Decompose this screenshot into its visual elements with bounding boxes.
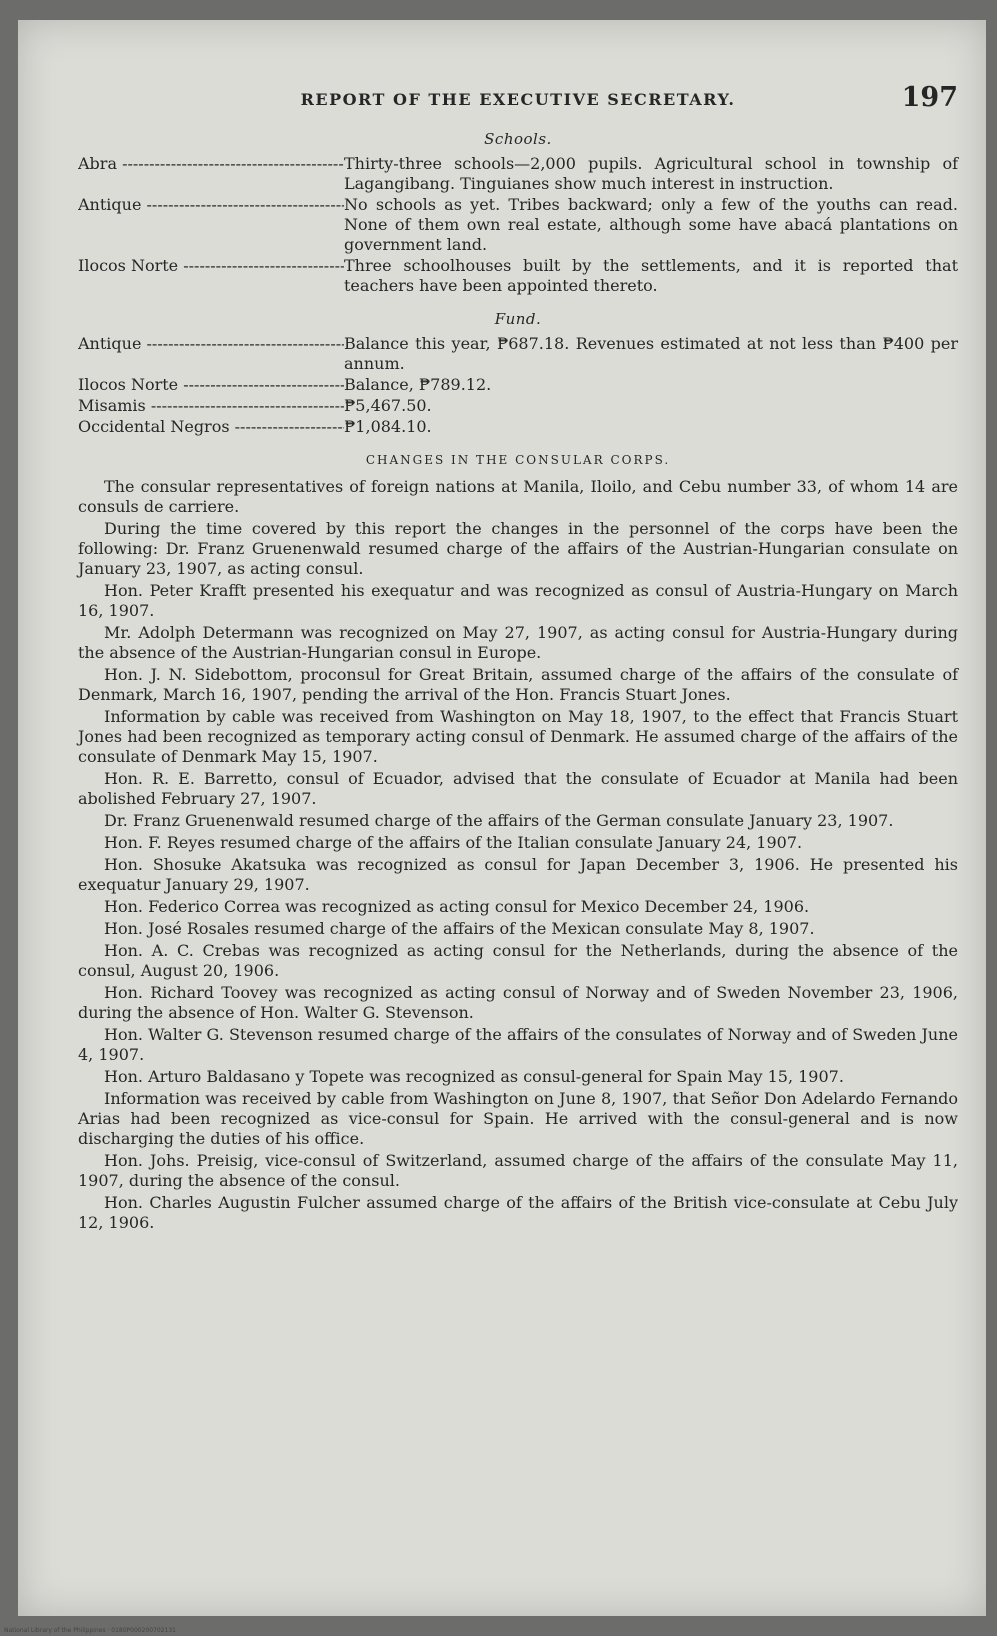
entry-text: No schools as yet. Tribes backward; only a few of the youths can read. None of them own real estate, although some have abacá plantations on government land. [344,195,958,254]
entry-label: Occidental Negros ----- [78,417,344,437]
entry-text: Balance this year, ₱687.18. Revenues estimated at not less than ₱400 per annum. [344,334,958,373]
schools-heading: Schools. [484,130,552,148]
entry-label: Antique ----- [78,334,344,374]
paragraph: Hon. Arturo Baldasano y Topete was recognized as consul-general for Spain May 15, 1907. [104,1067,844,1086]
entry-label: Ilocos Norte ----- [78,256,344,296]
paragraph: Hon. Charles Augustin Fulcher assumed charge of the affairs of the British vice-consulate at Cebu July 12, 1906. [78,1193,958,1232]
paragraph: Hon. A. C. Crebas was recognized as acting consul for the Netherlands, during the absence of the consul, August 20, 1906. [78,941,958,980]
paragraph: The consular representatives of foreign nations at Manila, Iloilo, and Cebu number 33, of whom 14 are consuls de carriere. [78,477,958,516]
entry-label: Antique ----- [78,195,344,255]
fund-list [78,334,958,437]
paragraph: Information was received by cable from Washington on June 8, 1907, that Señor Don Adelardo Fernando Arias had been recognized as vice-consul for Spain. He arrived with the consul-general and is now discharging the duties of his office. [78,1089,958,1148]
paragraph: Dr. Franz Gruenenwald resumed charge of the affairs of the German consulate January 23, 1907. [104,811,894,830]
paragraph: Information by cable was received from Washington on May 18, 1907, to the effect that Francis Stuart Jones had been recognized as temporary acting consul of Denmark. He assumed charge of the affairs of the consulate of Denmark May 15, 1907. [78,707,958,766]
fund-entry [78,334,958,374]
paragraph: During the time covered by this report the changes in the personnel of the corps have been the following: Dr. Franz Gruenenwald resumed charge of the affairs of the Austrian-Hungarian consulate on January 23, 1907, as acting consul. [78,519,958,578]
paragraph: Hon. Federico Correa was recognized as acting consul for Mexico December 24, 1906. [104,897,810,916]
paragraph: Hon. J. N. Sidebottom, proconsul for Great Britain, assumed charge of the affairs of the consulate of Denmark, March 16, 1907, pending the arrival of the Hon. Francis Stuart Jones. [78,665,958,704]
schools-entry [78,154,958,194]
schools-entry [78,195,958,255]
fund-entry [78,396,958,416]
page-content [78,82,958,1235]
fund-entry [78,417,958,437]
entry-label: Misamis ----- [78,396,344,416]
page-number: 197 [901,82,958,113]
entry-text: Thirty-three schools—2,000 pupils. Agricultural school in township of Lagangibang. Tinguianes show much interest in instruction. [344,154,958,193]
paragraph: Mr. Adolph Determann was recognized on May 27, 1907, as acting consul for Austria-Hungary during the absence of the Austrian-Hungarian consul in Europe. [78,623,958,662]
paragraph: Hon. Shosuke Akatsuka was recognized as consul for Japan December 3, 1906. He presented his exequatur January 29, 1907. [78,855,958,894]
entry-text: Balance, ₱789.12. [344,375,492,394]
entry-text: ₱1,084.10. [344,417,432,436]
paragraph: Hon. Richard Toovey was recognized as acting consul of Norway and of Sweden November 23, 1906, during the absence of Hon. Walter G. Stevenson. [78,983,958,1022]
fund-heading: Fund. [494,310,542,328]
fund-entry [78,375,958,395]
running-title: REPORT OF THE EXECUTIVE SECRETARY. [300,90,736,109]
entry-text: ₱5,467.50. [344,396,432,415]
paragraph: Hon. R. E. Barretto, consul of Ecuador, advised that the consulate of Ecuador at Manila had been abolished February 27, 1907. [78,769,958,808]
consular-heading: CHANGES IN THE CONSULAR CORPS. [365,453,671,467]
paragraph: Hon. José Rosales resumed charge of the affairs of the Mexican consulate May 8, 1907. [104,919,815,938]
paragraph: Hon. F. Reyes resumed charge of the affairs of the Italian consulate January 24, 1907. [104,833,803,852]
paragraph: Hon. Johs. Preisig, vice-consul of Switzerland, assumed charge of the affairs of the consulate May 11, 1907, during the absence of the consul. [78,1151,958,1190]
schools-list [78,154,958,296]
paragraph: Hon. Walter G. Stevenson resumed charge of the affairs of the consulates of Norway and of Sweden June 4, 1907. [78,1025,958,1064]
entry-label: Ilocos Norte ----- [78,375,344,395]
consular-paragraphs [78,477,958,1233]
running-header [78,82,958,122]
scan-footer: National Library of the Philippines · 0180P000200702131 [4,1627,176,1634]
entry-text: Three schoolhouses built by the settlements, and it is reported that teachers have been appointed thereto. [344,256,958,295]
paragraph: Hon. Peter Krafft presented his exequatur and was recognized as consul of Austria-Hungary on March 16, 1907. [78,581,958,620]
scanned-page [18,20,986,1616]
entry-label: Abra ----- [78,154,344,194]
schools-entry [78,256,958,296]
